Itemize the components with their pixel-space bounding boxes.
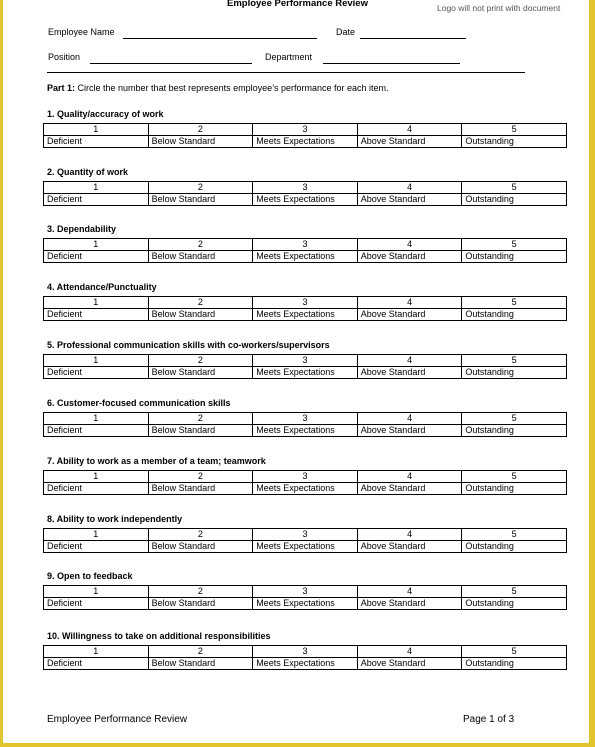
rating-option-3[interactable]: 3 xyxy=(253,471,358,483)
rating-option-4[interactable]: 4 xyxy=(357,182,462,194)
rating-number-row xyxy=(44,646,567,658)
rating-label: Above Standard xyxy=(357,251,462,263)
footer-title: Employee Performance Review xyxy=(47,714,188,725)
rating-option-3[interactable]: 3 xyxy=(253,297,358,309)
rating-option-5[interactable]: 5 xyxy=(462,413,567,425)
rating-label: Below Standard xyxy=(148,251,253,263)
rating-number-row xyxy=(44,529,567,541)
rating-label-row xyxy=(44,251,567,263)
rating-option-2[interactable]: 2 xyxy=(148,182,253,194)
rating-option-5[interactable]: 5 xyxy=(462,529,567,541)
question-title: 9. Open to feedback xyxy=(47,571,133,581)
rating-option-4[interactable]: 4 xyxy=(357,471,462,483)
rating-scale-table xyxy=(43,528,567,553)
rating-label: Meets Expectations xyxy=(253,541,358,553)
rating-option-2[interactable]: 2 xyxy=(148,355,253,367)
rating-label-row xyxy=(44,483,567,495)
rating-option-5[interactable]: 5 xyxy=(462,646,567,658)
rating-label: Meets Expectations xyxy=(253,425,358,437)
rating-scale-table xyxy=(43,354,567,379)
rating-scale-table xyxy=(43,123,567,148)
rating-label: Outstanding xyxy=(462,194,567,206)
rating-label: Deficient xyxy=(44,483,149,495)
rating-scale-table xyxy=(43,181,567,206)
rating-label: Below Standard xyxy=(148,598,253,610)
rating-label: Meets Expectations xyxy=(253,309,358,321)
header-divider xyxy=(47,72,525,73)
rating-label: Above Standard xyxy=(357,541,462,553)
rating-label: Deficient xyxy=(44,598,149,610)
rating-option-4[interactable]: 4 xyxy=(357,586,462,598)
rating-label: Above Standard xyxy=(357,483,462,495)
rating-label: Below Standard xyxy=(148,194,253,206)
department-line[interactable] xyxy=(323,63,460,64)
rating-label: Above Standard xyxy=(357,367,462,379)
document-title: Employee Performance Review xyxy=(227,0,368,9)
position-line[interactable] xyxy=(90,63,252,64)
date-label: Date xyxy=(336,27,356,37)
rating-option-2[interactable]: 2 xyxy=(148,646,253,658)
rating-label: Outstanding xyxy=(462,598,567,610)
employee-name-label: Employee Name xyxy=(48,27,115,37)
rating-option-4[interactable]: 4 xyxy=(357,646,462,658)
rating-label-row xyxy=(44,598,567,610)
question-title: 4. Attendance/Punctuality xyxy=(47,282,157,292)
question-title: 10. Willingness to take on additional responsibilities xyxy=(47,631,271,641)
rating-option-1[interactable]: 1 xyxy=(44,413,149,425)
rating-label: Meets Expectations xyxy=(253,483,358,495)
rating-option-5[interactable]: 5 xyxy=(462,355,567,367)
rating-label: Meets Expectations xyxy=(253,136,358,148)
rating-option-1[interactable]: 1 xyxy=(44,646,149,658)
rating-label: Above Standard xyxy=(357,136,462,148)
rating-label: Deficient xyxy=(44,136,149,148)
rating-option-1[interactable]: 1 xyxy=(44,471,149,483)
rating-label: Above Standard xyxy=(357,425,462,437)
rating-option-5[interactable]: 5 xyxy=(462,239,567,251)
rating-number-row xyxy=(44,355,567,367)
rating-label-row xyxy=(44,367,567,379)
question-title: 1. Quality/accuracy of work xyxy=(47,109,164,119)
rating-option-2[interactable]: 2 xyxy=(148,529,253,541)
rating-option-4[interactable]: 4 xyxy=(357,124,462,136)
rating-option-3[interactable]: 3 xyxy=(253,529,358,541)
rating-number-row xyxy=(44,297,567,309)
rating-scale-table xyxy=(43,645,567,670)
rating-option-2[interactable]: 2 xyxy=(148,471,253,483)
rating-scale-table xyxy=(43,238,567,263)
question-title: 5. Professional communication skills with co-workers/supervisors xyxy=(47,340,330,350)
rating-label: Below Standard xyxy=(148,483,253,495)
rating-label: Below Standard xyxy=(148,541,253,553)
date-line[interactable] xyxy=(360,38,466,39)
rating-option-1[interactable]: 1 xyxy=(44,529,149,541)
rating-option-1[interactable]: 1 xyxy=(44,586,149,598)
rating-option-4[interactable]: 4 xyxy=(357,529,462,541)
rating-option-3[interactable]: 3 xyxy=(253,413,358,425)
rating-number-row xyxy=(44,413,567,425)
rating-label: Outstanding xyxy=(462,541,567,553)
rating-label: Above Standard xyxy=(357,658,462,670)
rating-number-row xyxy=(44,239,567,251)
rating-option-5[interactable]: 5 xyxy=(462,586,567,598)
rating-option-3[interactable]: 3 xyxy=(253,646,358,658)
rating-label: Below Standard xyxy=(148,367,253,379)
rating-label: Outstanding xyxy=(462,367,567,379)
rating-number-row xyxy=(44,182,567,194)
rating-scale-table xyxy=(43,412,567,437)
rating-scale-table xyxy=(43,585,567,610)
part1-text: Circle the number that best represents employee’s performance for each item. xyxy=(77,83,389,93)
rating-option-1[interactable]: 1 xyxy=(44,297,149,309)
question-title: 2. Quantity of work xyxy=(47,167,129,177)
part1-label: Part 1: xyxy=(47,83,76,93)
rating-option-3[interactable]: 3 xyxy=(253,586,358,598)
rating-number-row xyxy=(44,471,567,483)
rating-option-1[interactable]: 1 xyxy=(44,182,149,194)
rating-option-1[interactable]: 1 xyxy=(44,355,149,367)
rating-label-row xyxy=(44,309,567,321)
question-title: 6. Customer-focused communication skills xyxy=(47,398,231,408)
question-title: 7. Ability to work as a member of a team; teamwork xyxy=(47,456,266,466)
rating-option-5[interactable]: 5 xyxy=(462,297,567,309)
rating-option-5[interactable]: 5 xyxy=(462,182,567,194)
rating-label-row xyxy=(44,194,567,206)
rating-label-row xyxy=(44,425,567,437)
rating-label: Meets Expectations xyxy=(253,658,358,670)
employee-name-line[interactable] xyxy=(123,38,317,39)
rating-label: Outstanding xyxy=(462,658,567,670)
rating-label-row xyxy=(44,136,567,148)
rating-option-3[interactable]: 3 xyxy=(253,182,358,194)
rating-label: Meets Expectations xyxy=(253,194,358,206)
rating-label: Deficient xyxy=(44,309,149,321)
rating-option-2[interactable]: 2 xyxy=(148,239,253,251)
rating-number-row xyxy=(44,586,567,598)
rating-number-row xyxy=(44,124,567,136)
rating-label: Outstanding xyxy=(462,483,567,495)
rating-label: Above Standard xyxy=(357,309,462,321)
rating-label: Outstanding xyxy=(462,425,567,437)
rating-option-3[interactable]: 3 xyxy=(253,239,358,251)
rating-option-4[interactable]: 4 xyxy=(357,413,462,425)
rating-option-2[interactable]: 2 xyxy=(148,124,253,136)
rating-option-3[interactable]: 3 xyxy=(253,124,358,136)
rating-label: Deficient xyxy=(44,251,149,263)
rating-label: Deficient xyxy=(44,658,149,670)
rating-scale-table xyxy=(43,296,567,321)
rating-label: Below Standard xyxy=(148,425,253,437)
rating-label: Outstanding xyxy=(462,136,567,148)
rating-label: Below Standard xyxy=(148,309,253,321)
rating-label: Deficient xyxy=(44,541,149,553)
rating-label: Deficient xyxy=(44,194,149,206)
logo-note: Logo will not print with document xyxy=(437,3,561,13)
rating-option-4[interactable]: 4 xyxy=(357,297,462,309)
footer-page-number: Page 1 of 3 xyxy=(463,714,515,725)
question-title: 3. Dependability xyxy=(47,224,117,234)
rating-label: Above Standard xyxy=(357,194,462,206)
rating-label: Deficient xyxy=(44,367,149,379)
position-label: Position xyxy=(48,52,81,62)
rating-label: Below Standard xyxy=(148,136,253,148)
rating-option-1[interactable]: 1 xyxy=(44,239,149,251)
rating-label-row xyxy=(44,658,567,670)
rating-label: Meets Expectations xyxy=(253,598,358,610)
rating-label: Deficient xyxy=(44,425,149,437)
rating-option-4[interactable]: 4 xyxy=(357,239,462,251)
rating-option-2[interactable]: 2 xyxy=(148,586,253,598)
rating-label: Below Standard xyxy=(148,658,253,670)
rating-scale-table xyxy=(43,470,567,495)
rating-label: Outstanding xyxy=(462,251,567,263)
rating-option-5[interactable]: 5 xyxy=(462,124,567,136)
rating-label-row xyxy=(44,541,567,553)
rating-option-1[interactable]: 1 xyxy=(44,124,149,136)
rating-label: Meets Expectations xyxy=(253,367,358,379)
question-title: 8. Ability to work independently xyxy=(47,514,183,524)
rating-label: Above Standard xyxy=(357,598,462,610)
rating-label: Meets Expectations xyxy=(253,251,358,263)
rating-option-3[interactable]: 3 xyxy=(253,355,358,367)
rating-option-4[interactable]: 4 xyxy=(357,355,462,367)
rating-option-5[interactable]: 5 xyxy=(462,471,567,483)
rating-option-2[interactable]: 2 xyxy=(148,413,253,425)
rating-label: Outstanding xyxy=(462,309,567,321)
rating-option-2[interactable]: 2 xyxy=(148,297,253,309)
department-label: Department xyxy=(265,52,313,62)
part1-instruction xyxy=(47,83,389,93)
